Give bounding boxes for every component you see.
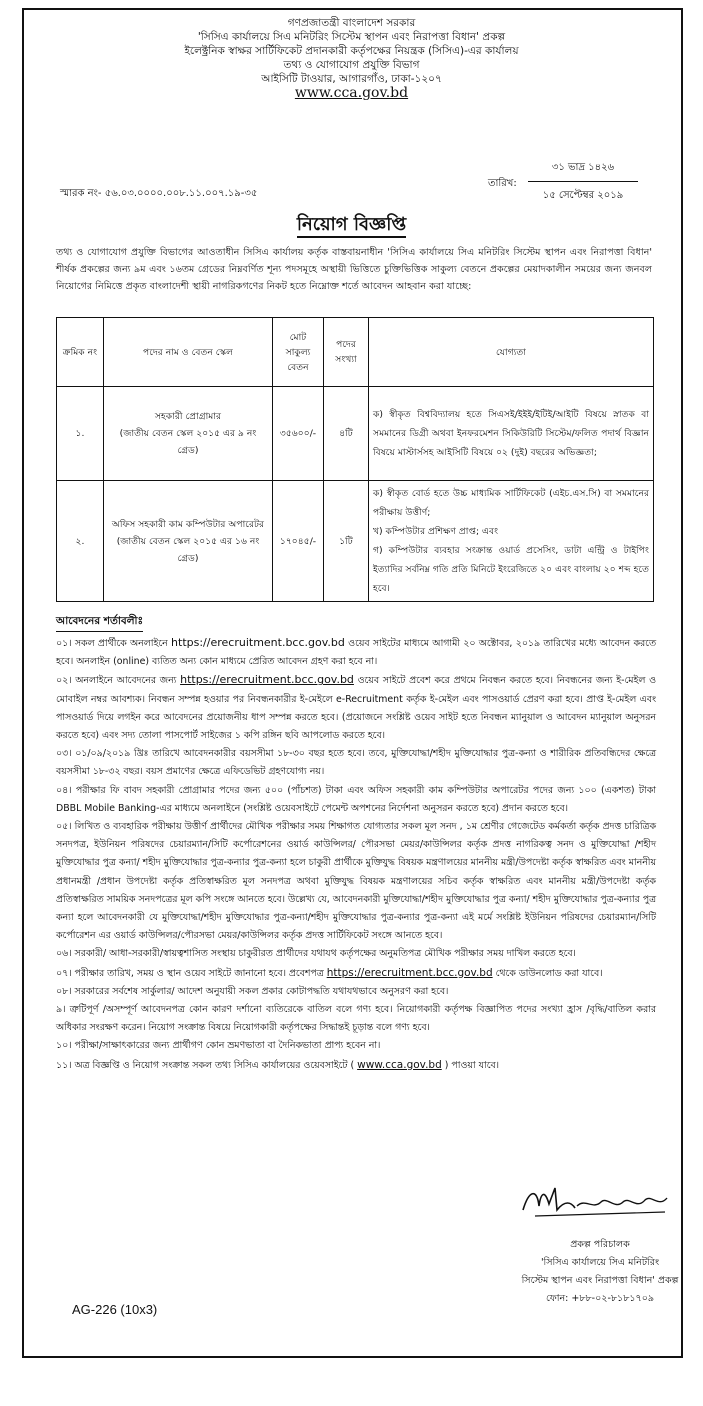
header-salary: মোট সাকুল্য বেতন xyxy=(273,318,324,387)
condition-item: ১১। অত্র বিজ্ঞপ্তি ও নিয়োগ সংক্রান্ত সকল তথ্য সিসিএ কার্যালয়ের ওয়েবসাইটে ( www.cca.gov.bd ) পাওয়া যাবে। xyxy=(56,1058,500,1071)
condition-item: ০৫। লিখিত ও ব্যবহারিক পরীক্ষায় উত্তীর্ণ প্রার্থীদের মৌখিক পরীক্ষার সময় শিক্ষাগত যোগ্যতার সকল মূল সনদ , ১ম শ্রেণীর গেজেটেড কর্মকর্তা কর্তৃক প্রদত্ত চারিত্রিক সনদপত্র, ইউনিয়ন পরিষদের চেয়ারম্যান/সিটি কর্পোরেশনের ওয়ার্ড কাউন্সিলর/ পৌরসভা মেয়র/কাউন্সিলর কর্তৃক প্রদত্ত নাগরিকত্ব সনদ ও মুক্তিযোদ্ধা /শহীদ মুক্তিযোদ্ধার পুত্র কন্যা/ শহীদ মুক্তিযোদ্ধার পুত্র-কন্যার পুত্র-কন্যা হলে চাকুরী প্রার্থীকে মুক্তিযুদ্ধ বিষয়ক মন্ত্রণালয়ের মাননীয় মন্ত্রী/উপদেষ্টা কর্তৃক স্বাক্ষরিত এবং মাননীয় প্রধানমন্ত্রী /প্রধান উপদেষ্টা কর্তৃক প্রতিস্বাক্ষরিত মূল সনদপত্র অথবা মুক্তিযুদ্ধ বিষয়ক মন্ত্রণালয়ের সচিব কর্তৃক স্বাক্ষরিত এবং মাননীয় মন্ত্রী/উপদেষ্টা কর্তৃক প্রতিস্বাক্ষরিত সাময়িক সনদপত্রের মূল কপি সংঙ্গে আনতে হবে। উল্লেখ্য যে, আবেদনকারী মুক্তিযোদ্ধা/শহীদ মুক্তিযোদ্ধার পুত্র কন্যা/ শহীদ মুক্তিযোদ্ধার পুত্র-কন্যার পুত্র কন্যা হলে আবেদনকারী যে মুক্তিযোদ্ধা/শহীদ মুক্তিযোদ্ধার পুত্র-কন্যা/শহীদ মুক্তিযোদ্ধার পুত্র-কন্যার পুত্র-কন্যা এই মর্মে সংশ্লিষ্ট ইউনিয়ন পরিষদের চেয়ারম্যান/সিটি কর্পোরেশন এর ওয়ার্ড কাউন্সিলর/পৌরসভা মেয়র/কাউন্সিলর কর্তৃক প্রদত্ত সার্টিফিকেট সংঙ্গে আনতে হবে। xyxy=(56,821,656,942)
date-block xyxy=(488,160,638,205)
date-label: তারিখ: xyxy=(488,178,517,189)
condition-item: ০৩। ০১/০৯/২০১৯ খ্রিঃ তারিখে আবেদনকারীর বয়সসীমা ১৮-৩০ বছর হতে হবে। তবে, মুক্তিযোদ্ধা/শহীদ মুক্তিযোদ্ধার পুত্র-কন্যা ও শারীরিক প্রতিবন্ধিদের ক্ষেত্রে বয়সসীমা ১৮-৩২ বছর। বয়স প্রমাণের ক্ষেত্রে এফিডেভিট গ্রহণযোগ্য নয়। xyxy=(56,748,656,778)
recruitment-link[interactable]: https://erecruitment.bcc.gov.bd xyxy=(171,636,345,649)
signatory-project-line2: সিস্টেম স্থাপন এবং নিরাপত্তা বিধান' প্রকল্প xyxy=(521,1275,679,1286)
condition-item: ১০। পরীক্ষা/সাক্ষাৎকারের জন্য প্রার্থীগণ কোন ভ্রমণভাতা বা দৈনিকভাতা প্রাপ্য হবেন না। xyxy=(56,1040,381,1052)
row1-post xyxy=(104,387,273,481)
date-bangla: ৩১ ভাদ্র ১৪২৬ xyxy=(528,160,638,182)
row2-qual-3: গ) কম্পিউটার ব্যবহার সংক্রান্ত ওয়ার্ড প্রসেসিং, ডাটা এন্ট্রি ও টাইপিং ইত্যাদির সর্বনিম্ন গতি প্রতি মিনিটে ইংরেজিতে ২০ এবং বাংলায় ২০ শব্দ হতে হবে। xyxy=(373,545,649,594)
condition-item: ০৬। সরকারী/ আধা-সরকারী/স্বায়ত্বশাসিত সংস্থায় চাকুরীরত প্রার্থীদের যথাযথ কর্তৃপক্ষের অনুমতিপত্র মৌখিক পরীক্ষার সময় দাখিল করতে হবে। xyxy=(56,948,576,960)
condition-item: ০১। সকল প্রার্থীকে অনলাইনে https://erecruitment.bcc.gov.bd ওয়েব সাইটের মাধ্যমে আগামী ২০ অক্টোবর, ২০১৯ তারিখের মধ্যে আবেদন করতে হবে। অনলাইন (online) ব্যতিত অন্য কোন মাধ্যমে প্রেরিত আবেদন গ্রহণ করা হবে না। xyxy=(56,636,656,668)
division-name: তথ্য ও যোগাযোগ প্রযুক্তি বিভাগ xyxy=(283,59,420,71)
row1-salary: ৩৫৬০০/- xyxy=(273,387,324,481)
header-count: পদের সংখ্যা xyxy=(324,318,369,387)
header-post: পদের নাম ও বেতন স্কেল xyxy=(104,318,273,387)
office-address: আইসিটি টাওয়ার, আগারগাঁও, ঢাকা-১২০৭ xyxy=(261,73,442,85)
header-website-link[interactable]: www.cca.gov.bd xyxy=(294,85,409,101)
signatory-project-line1: 'সিসিএ কার্যালয়ে সিএ মনিটরিং xyxy=(540,1257,660,1268)
conditions-title: আবেদনের শর্তাবলীঃ xyxy=(56,614,143,632)
table-header-row xyxy=(57,318,654,387)
row1-qual-1: ক) স্বীকৃত বিশ্ববিদ্যালয় হতে সিএসই/ইইই/ইটিই/আইটি বিষয়ে স্নাতক বা সমমানের ডিগ্রী অথবা ইনফরমেশন সিকিউরিটি সিস্টেম/ফলিত পদার্থ বিজ্ঞান বিষয়ে মাস্টার্সসহ আইসিটি বিষয়ে ০২ (দুই) বছরের অভিজ্ঞতা; xyxy=(373,409,649,458)
intro-paragraph: তথ্য ও যোগাযোগ প্রযুক্তি বিভাগের আওতাধীন সিসিএ কার্যালয় কর্তৃক বাস্তবায়নাধীন 'সিসিএ কার্যালয়ে সিএ মনিটরিং সিস্টেম স্থাপন এবং নিরাপত্তা বিধান' শীর্ষক প্রকল্পের জন্য ৯ম এবং ১৬তম গ্রেডের নিম্নবর্ণিত শূন্য পদসমূহে অস্থায়ী ভিত্তিতে চুক্তিভিত্তিক সাকুল্য বেতনে প্রকল্পের মেয়াদকালীন সময়ের জন্য জনবল নিয়োগের নিমিত্তে প্রকৃত বাংলাদেশী স্থায়ী নাগরিকগণের নিকট হতে নিম্নোক্ত শর্তে আবেদন আহবান করা যাচ্ছে: xyxy=(56,247,652,292)
row2-post-name: অফিস সহকারী কাম কম্পিউটার অপারেটর xyxy=(111,518,265,530)
header-serial: ক্রমিক নং xyxy=(57,318,104,387)
condition-item: ৯। ত্রুটিপূর্ণ /অসম্পূর্ণ আবেদনপত্র কোন কারণ দর্শানো ব্যতিরেকে বাতিল বলে গণ্য হবে। নিয়োগকারী কর্তৃপক্ষ বিজ্ঞাপিত পদের সংখ্যা হ্রাস /বৃদ্ধি/বাতিল করার অধিকার সংরক্ষণ করেন। নিয়োগ সংক্রান্ত বিষয়ে নিয়োগকারী কর্তৃপক্ষের সিদ্ধান্তই চূড়ান্ত বলে গণ্য হবে। xyxy=(56,1004,656,1034)
posts-table xyxy=(56,317,654,602)
condition-item: ০৪। পরীক্ষার ফি বাবদ সহকারী প্রোগ্রামার পদের জন্য ৫০০ (পাঁচশত) টাকা এবং অফিস সহকারী কাম কম্পিউটার অপারেটর পদের জন্য ১০০ (একশত) টাকা DBBL Mobile Banking-এর মাধ্যমে অনলাইনে (সংশ্লিষ্ট ওয়েবসাইটে পেমেন্ট অপশনের নির্দেশনা অনুসরন করতে হবে) প্রদান করতে হবে। xyxy=(56,784,656,814)
row1-count: ৪টি xyxy=(324,387,369,481)
row2-post xyxy=(104,481,273,602)
office-name: ইলেক্ট্রনিক স্বাক্ষর সার্টিফিকেট প্রদানকারী কর্তৃপক্ষের নিয়ন্ত্রক (সিসিএ)-এর কার্যালয় xyxy=(184,45,519,57)
project-name: 'সিসিএ কার্যালয়ে সিএ মনিটরিং সিস্টেম স্থাপন এবং নিরাপত্তা বিধান' প্রকল্প xyxy=(197,31,506,43)
row2-qualification xyxy=(369,481,654,602)
table-row xyxy=(57,387,654,481)
signatory-title: প্রকল্প পরিচালক xyxy=(570,1239,630,1250)
condition-item: ০৮। সরকারের সর্বশেষ সার্কুলার/ আদেশ অনুযায়ী সকল প্রকার কোটাপদ্ধতি যথাযথভাবে অনুসরণ করা হবে। xyxy=(56,985,449,997)
signatory-phone: ফোন: +৮৮-০২-৮১৮১৭০৯ xyxy=(545,1293,655,1304)
row1-post-name: সহকারী প্রোগ্রামার xyxy=(154,411,222,422)
header-qualification: যোগ্যতা xyxy=(369,318,654,387)
handwritten-signature xyxy=(515,1180,675,1224)
row1-serial: ১. xyxy=(57,387,104,481)
row1-qualification xyxy=(369,387,654,481)
letterhead xyxy=(0,16,703,100)
admit-card-link[interactable]: https://erecruitment.bcc.gov.bd xyxy=(326,966,493,979)
conditions-list xyxy=(56,634,656,1075)
table-row xyxy=(57,481,654,602)
row2-qual-1: ক) স্বীকৃত বোর্ড হতে উচ্চ মাধ্যমিক সার্টিফিকেট (এইচ.এস.সি) বা সমমানের পরীক্ষায় উত্তীর্ণ; xyxy=(373,488,649,518)
ad-code: AG-226 (10x3) xyxy=(72,1302,158,1317)
row2-count: ১টি xyxy=(324,481,369,602)
condition-item: ০৭। পরীক্ষার তারিখ, সময় ও স্থান ওয়েব সাইটে জানানো হবে। প্রবেশপত্র https://erecruitment.bcc.gov.bd থেকে ডাউনলোড করা যাবে। xyxy=(56,966,603,979)
date-english: ১৫ সেপ্টেম্বর ২০১৯ xyxy=(542,190,624,201)
cca-website-link[interactable]: www.cca.gov.bd xyxy=(357,1058,442,1071)
recruitment-link[interactable]: https://erecruitment.bcc.gov.bd xyxy=(180,673,354,687)
signatory-block xyxy=(500,1236,700,1308)
row1-post-scale: (জাতীয় বেতন স্কেল ২০১৫ এর ৯ নং গ্রেড) xyxy=(119,428,257,456)
govt-name: গণপ্রজাতন্ত্রী বাংলাদেশ সরকার xyxy=(287,17,416,29)
row2-serial: ২. xyxy=(57,481,104,602)
memo-number: স্মারক নং- ৫৬.০৩.০০০০.০০৮.১১.০০৭.১৯-৩৫ xyxy=(60,188,258,199)
row2-salary: ১৭০৪৫/- xyxy=(273,481,324,602)
row2-qual-2: খ) কম্পিউটার প্রশিক্ষণ প্রাপ্ত; এবং xyxy=(373,526,499,537)
row2-post-scale: (জাতীয় বেতন স্কেল ২০১৫ এর ১৬ নং গ্রেড) xyxy=(116,535,260,564)
notice-title: নিয়োগ বিজ্ঞপ্তি xyxy=(0,210,703,241)
condition-item: ০২। অনলাইনে আবেদনের জন্য https://erecruitment.bcc.gov.bd ওয়েব সাইটে প্রবেশ করে প্রথমে নিবন্ধন করতে হবে। নিবন্ধনের জন্য ই-মেইল ও মোবাইল নম্বর আবশ্যক। নিবন্ধন সম্পন্ন হওয়ার পর নিবন্ধনকারীর ই-মেইলে e-Recruitment কর্তৃক ই-মেইল এবং পাসওয়ার্ড প্রেরণ করা হবে। প্রাপ্ত ই-মেইল এবং পাসওয়ার্ড দিয়ে লগইন করে আবেদনের প্রয়োজনীয় ধাপ সম্পন্ন করতে হবে। (প্রয়োজনে সংশ্লিষ্ট ওয়েব সাইট হতে নিবন্ধন ম্যানুয়াল ও আবেদন ম্যানুয়াল অনুসরন করতে হবে) এবং সদ্য তোলা পাসপোর্ট সাইজের ১ কপি রঙ্গিন ছবি আপলোড করতে হবে। xyxy=(56,673,656,742)
